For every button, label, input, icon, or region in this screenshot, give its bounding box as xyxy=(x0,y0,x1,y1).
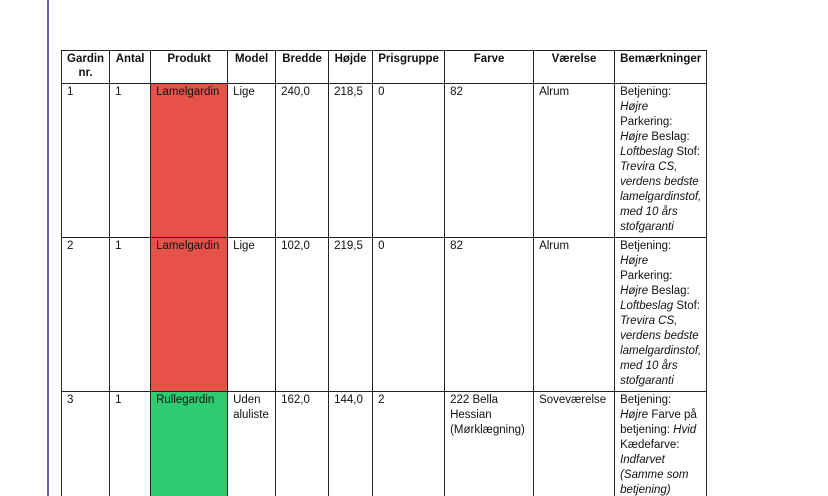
cell-bredde: 240,0 xyxy=(276,84,329,238)
note-label: Kædefarve: xyxy=(620,439,680,451)
note-label: Betjening: xyxy=(620,240,672,252)
cell-farve: 82 xyxy=(445,238,534,392)
cell-model: Uden aluliste xyxy=(228,392,276,496)
note-label: Beslag: xyxy=(651,131,690,143)
cell-bredde: 162,0 xyxy=(276,392,329,496)
cell-prisgruppe: 0 xyxy=(373,238,445,392)
cell-prisgruppe: 0 xyxy=(373,84,445,238)
table-header-row xyxy=(62,51,707,84)
note-label: Parkering: xyxy=(620,270,673,282)
cell-model: Lige xyxy=(228,238,276,392)
note-label: Parkering: xyxy=(620,116,673,128)
cell-bemaerkninger xyxy=(615,238,707,392)
cell-gardin: 3 xyxy=(62,392,110,496)
cell-farve: 222 Bella Hessian (Mørklægning) xyxy=(445,392,534,496)
cell-produkt: Lamelgardin xyxy=(151,84,228,238)
note-value: Højre xyxy=(620,101,649,113)
cell-gardin: 1 xyxy=(62,84,110,238)
note-label: Stof: xyxy=(676,146,700,158)
cell-vaerelse: Alrum xyxy=(534,238,615,392)
cell-hojde: 219,5 xyxy=(329,238,373,392)
cell-antal: 1 xyxy=(110,238,151,392)
header-gardin: Gardin nr. xyxy=(62,51,110,84)
cell-vaerelse: Alrum xyxy=(534,84,615,238)
header-antal: Antal xyxy=(110,51,151,84)
note-value: Loftbeslag xyxy=(620,146,674,158)
header-bredde: Bredde xyxy=(276,51,329,84)
note-value: Loftbeslag xyxy=(620,300,674,312)
header-vaerelse: Værelse xyxy=(534,51,615,84)
table-row xyxy=(62,238,707,392)
note-value: Højre xyxy=(620,131,649,143)
note-value: Indfarvet (Samme som betjening) xyxy=(620,454,689,496)
note-value: Trevira CS, verdens bedste lamelgardinstof, med 10 års stofgaranti xyxy=(620,161,702,233)
cell-prisgruppe: 2 xyxy=(373,392,445,496)
cell-bemaerkninger xyxy=(615,392,707,496)
header-bemaerkninger: Bemærkninger xyxy=(615,51,707,84)
cell-antal: 1 xyxy=(110,392,151,496)
note-label: Betjening: xyxy=(620,394,672,406)
note-label: Beslag: xyxy=(651,285,690,297)
cell-antal: 1 xyxy=(110,84,151,238)
note-value: Højre xyxy=(620,285,649,297)
header-model: Model xyxy=(228,51,276,84)
cell-vaerelse: Soveværelse xyxy=(534,392,615,496)
note-value: Højre xyxy=(620,255,649,267)
page-margin-line xyxy=(47,0,49,496)
header-produkt: Produkt xyxy=(151,51,228,84)
cell-hojde: 218,5 xyxy=(329,84,373,238)
cell-bredde: 102,0 xyxy=(276,238,329,392)
note-label: Stof: xyxy=(676,300,700,312)
note-value: Højre xyxy=(620,409,649,421)
note-value: Trevira CS, verdens bedste lamelgardinstof, med 10 års stofgaranti xyxy=(620,315,702,387)
cell-produkt: Rullegardin xyxy=(151,392,228,496)
cell-bemaerkninger xyxy=(615,84,707,238)
note-label: Farve på betjening: xyxy=(620,409,697,436)
header-hojde: Højde xyxy=(329,51,373,84)
cell-farve: 82 xyxy=(445,84,534,238)
cell-model: Lige xyxy=(228,84,276,238)
table-row xyxy=(62,392,707,496)
cell-gardin: 2 xyxy=(62,238,110,392)
cell-produkt: Lamelgardin xyxy=(151,238,228,392)
note-label: Betjening: xyxy=(620,86,672,98)
order-table xyxy=(61,50,707,496)
cell-hojde: 144,0 xyxy=(329,392,373,496)
table-row xyxy=(62,84,707,238)
header-farve: Farve xyxy=(445,51,534,84)
note-value: Hvid xyxy=(673,424,697,436)
header-prisgruppe: Prisgruppe xyxy=(373,51,445,84)
